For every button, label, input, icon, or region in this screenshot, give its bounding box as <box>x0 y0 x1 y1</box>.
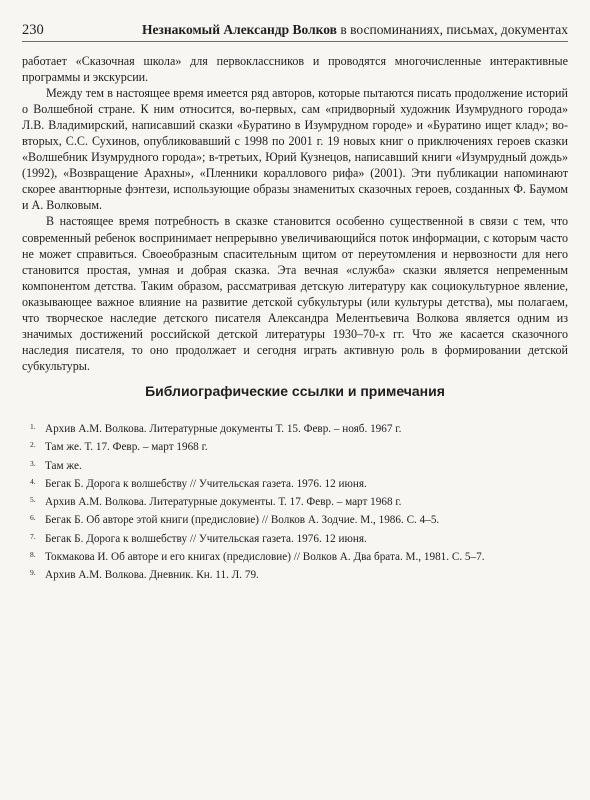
note-number: 6. <box>30 513 36 523</box>
note-text: Архив А.М. Волкова. Литературные документы Т. 15. Февр. – нояб. 1967 г. <box>45 423 402 435</box>
note-number: 8. <box>30 550 36 560</box>
note-item <box>30 511 568 529</box>
section-heading: Библиографические ссылки и примечания <box>145 383 445 399</box>
note-number: 3. <box>30 458 36 468</box>
note-text: Бегак Б. Дорога к волшебству // Учительская газета. 1976. 12 июня. <box>45 532 367 545</box>
note-item <box>30 548 568 566</box>
note-text: Там же. Т. 17. Февр. – март 1968 г. <box>45 441 208 454</box>
note-number: 2. <box>30 440 36 450</box>
note-number: 1. <box>30 422 36 431</box>
note-text: Архив А.М. Волкова. Дневник. Кн. 11. Л. 79. <box>45 569 259 582</box>
note-number: 9. <box>30 568 36 578</box>
page-header <box>22 18 568 42</box>
note-item <box>30 493 568 511</box>
running-head <box>142 22 568 38</box>
body-text <box>22 53 568 374</box>
paragraph-3: В настоящее время потребность в сказке становится особенно существенной в связи с тем, что современный ребенок воспринимает непрерывно увеличивающийся поток информации, с которым часто не может справиться. Своеобразным спасительным щитом от переутомления и нервозности для него становится простая, умная и добрая сказка. Эта вечная «служба» сказки является непременным компонентом детства. Таким образом, рассматривая детскую литературу как социокультурное явление, оказывающее важное влияние на развитие детской субкультуры (или культуры детства), мы полагаем, что творческое наследие детского писателя Александра Мелентьевича Волкова является одним из значимых достижений российской детской литературы 1930–70-х гг. Что же касается сказочного наследия писателя, то оно продолжает и сегодня играть активную роль в формировании детской субкультуры. <box>22 214 568 373</box>
note-number: 7. <box>30 531 36 541</box>
note-number: 4. <box>30 476 36 486</box>
note-item <box>30 530 568 548</box>
running-head-author: Незнакомый Александр Волков <box>141 22 337 37</box>
note-number: 5. <box>30 495 36 505</box>
paragraph-2: Между тем в настоящее время имеется ряд авторов, которые пытаются писать продолжение историй о Волшебной стране. К ним относится, во-первых, сам «придворный художник Изумрудного города» Л.В. Владимирский, написавший сказки «Буратино в Изумрудном городе» и «Буратино ищет клад»; во-вторых, С.С. Сухинов, опубликовавший с 1998 по 2001 г. 19 новых книг о приключениях героев сказки «Волшебник Изумрудного города»; в-третьих, Юрий Кузнецов, написавший книги «Изумрудный дождь» (1992), «Возвращение Арахны», «Пленники кораллового рифа» (2001). Эти публикации напоминают скорее авантюрные фэнтези, использующие образы знаменитых сказочных героев, созданных Ф. Баумом и А. Волковым. <box>22 86 568 213</box>
note-item <box>30 566 568 584</box>
running-head-subtitle: в воспоминаниях, письмах, документах <box>336 22 568 37</box>
note-item <box>30 457 568 475</box>
page-number: 230 <box>22 22 44 38</box>
note-text: Токмакова И. Об авторе и его книгах (предисловие) // Волков А. Два брата. М., 1981. С. 5–7. <box>45 551 485 564</box>
note-text: Архив А.М. Волкова. Литературные документы. Т. 17. Февр. – март 1968 г. <box>45 496 402 509</box>
notes-list <box>30 420 568 585</box>
note-item <box>30 420 568 438</box>
note-item <box>30 438 568 456</box>
paragraph-1: работает «Сказочная школа» для первоклассников и проводятся многочисленные интерактивные программы и экскурсии. <box>22 54 568 85</box>
note-item <box>30 475 568 493</box>
note-text: Там же. <box>45 459 82 472</box>
note-text: Бегак Б. Дорога к волшебству // Учительская газета. 1976. 12 июня. <box>45 477 367 490</box>
note-text: Бегак Б. Об авторе этой книги (предисловие) // Волков А. Зодчие. М., 1986. С. 4–5. <box>45 514 440 527</box>
